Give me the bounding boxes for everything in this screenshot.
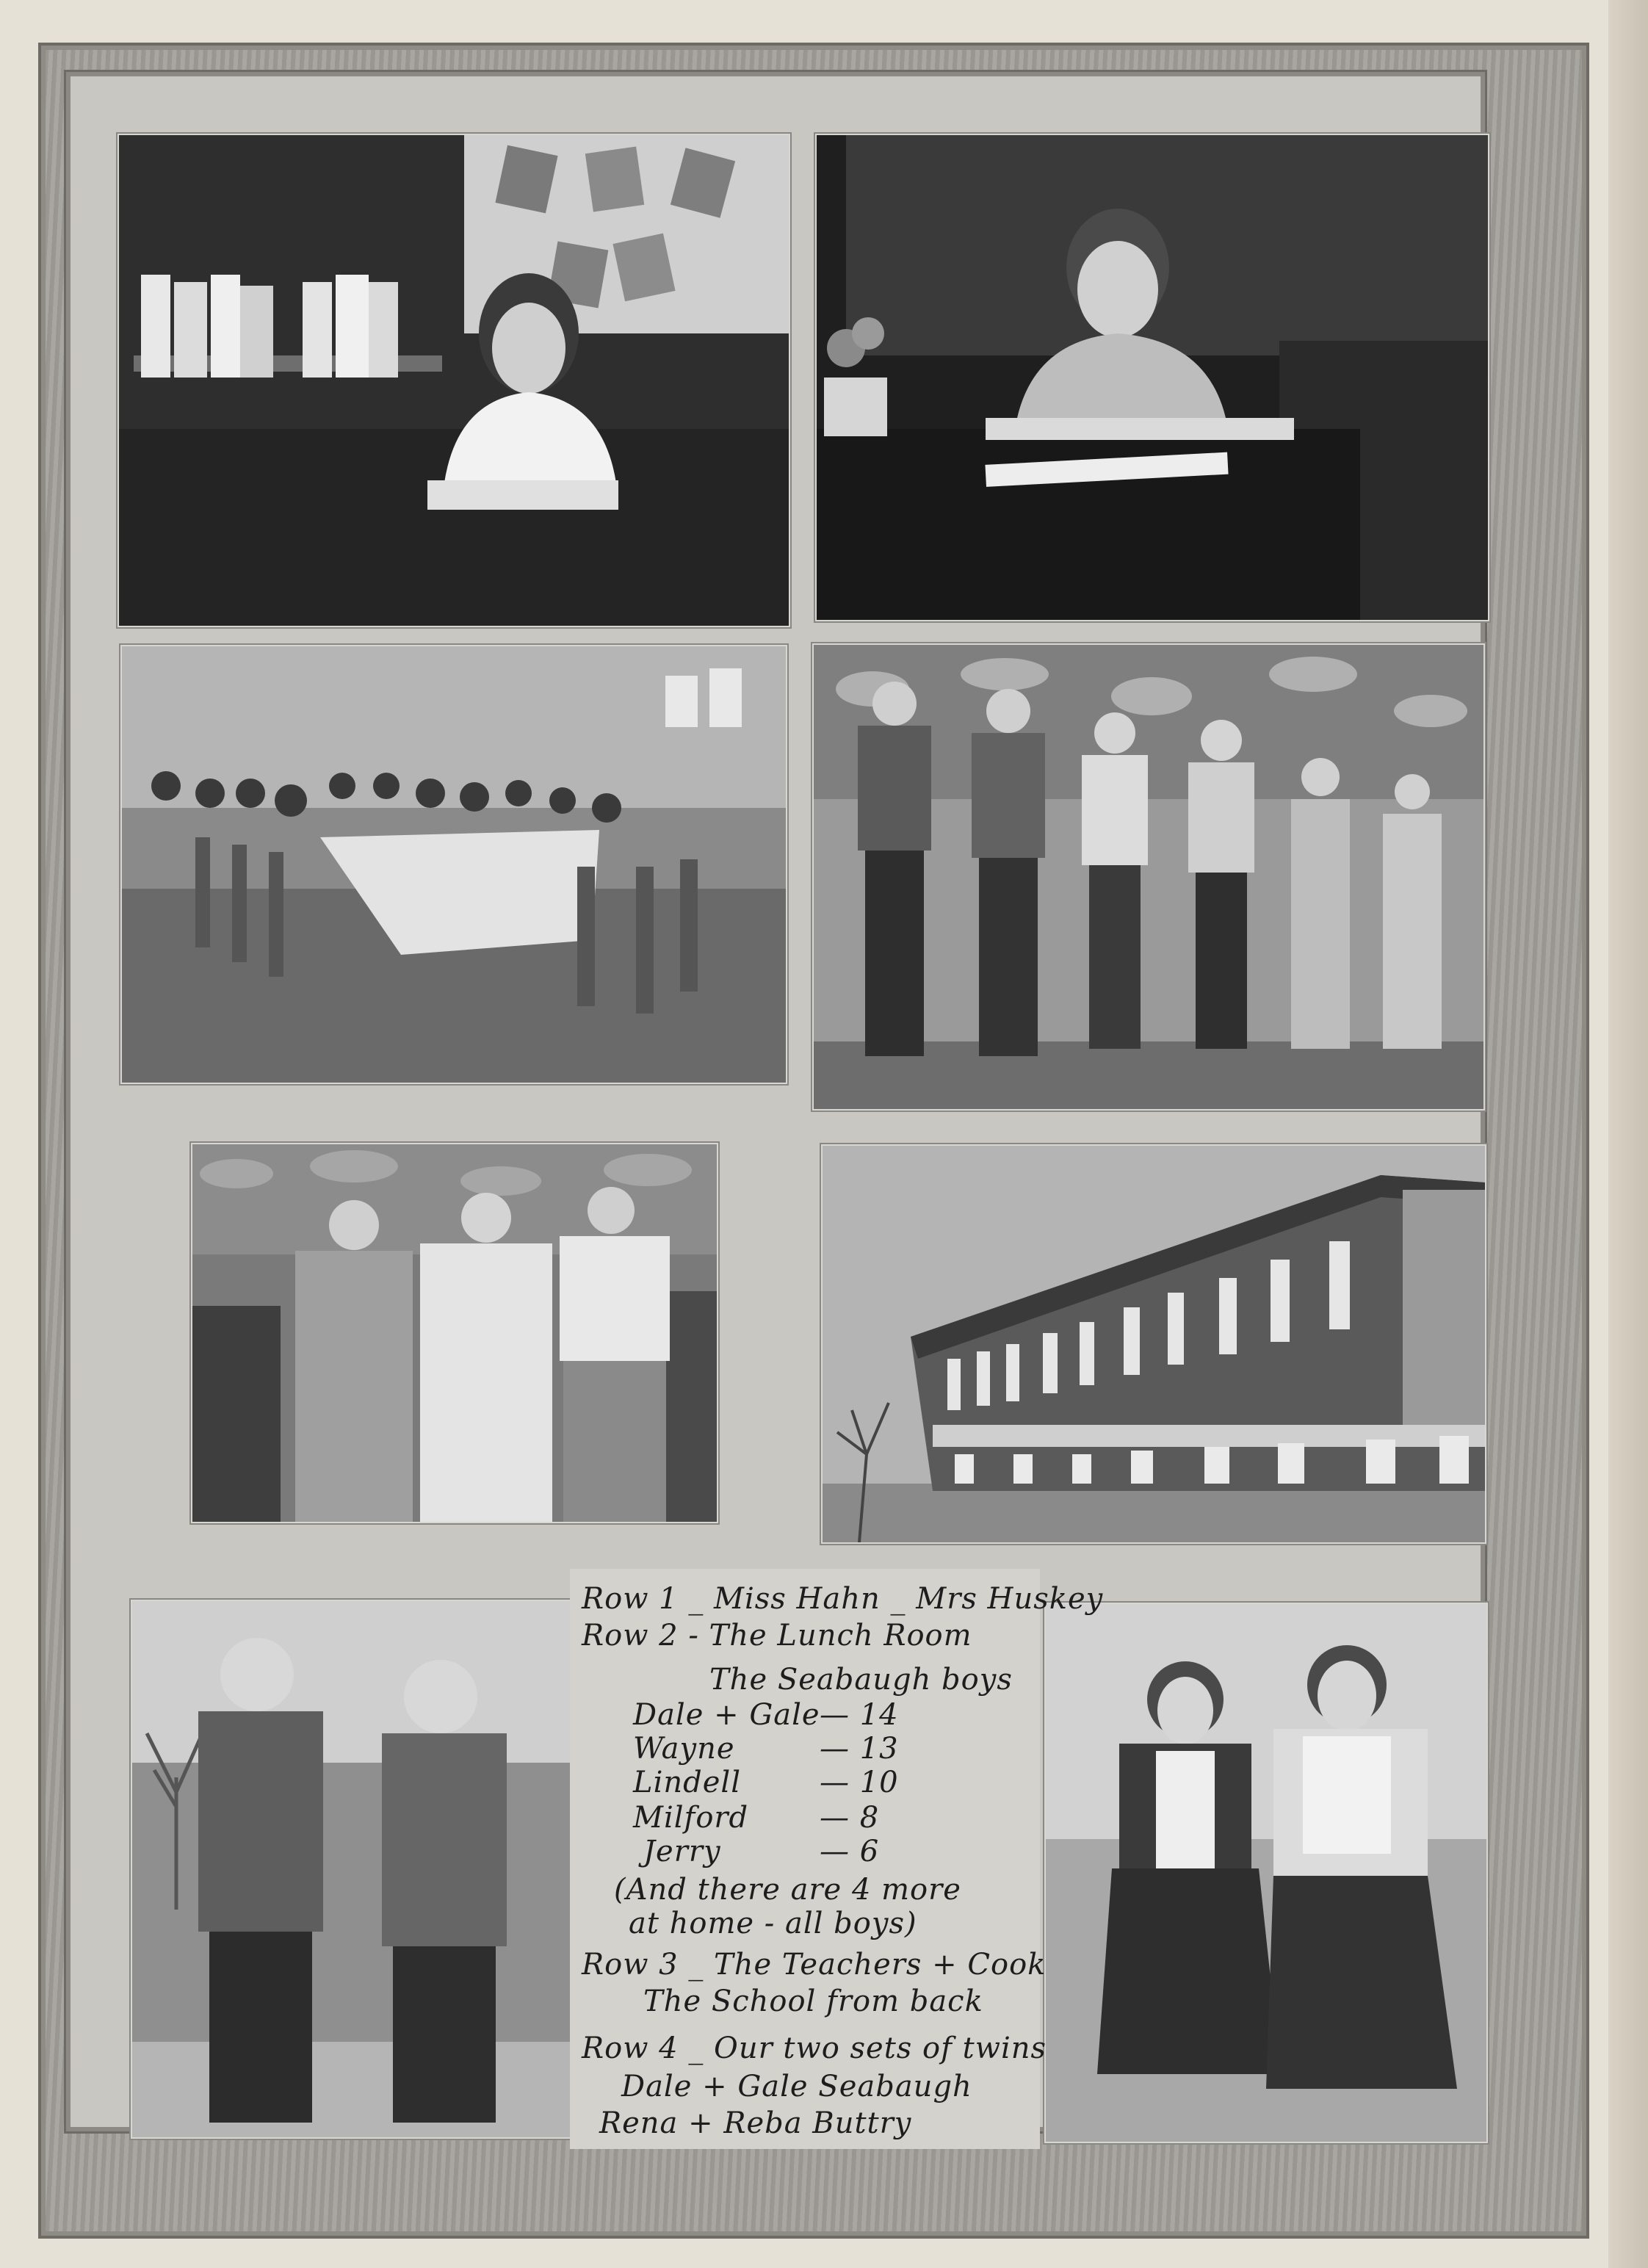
photo-miss-hahn [119, 135, 789, 626]
photo-lunch-room [122, 646, 786, 1083]
caption-note-line2: at home - all boys) [629, 1907, 917, 1940]
boy-entry-names: Jerry [643, 1835, 721, 1868]
caption-twins-seabaugh: Dale + Gale Seabaugh [621, 2070, 972, 2103]
boy-entry-age: — 6 [820, 1835, 880, 1868]
photo-mrs-huskey [817, 135, 1488, 620]
boy-entry-names: Dale + Gale [633, 1698, 820, 1732]
caption-row3: Row 3 _ The Teachers + Cook [582, 1948, 1047, 1982]
caption-row1: Row 1 _ Miss Hahn _ Mrs Huskey [582, 1582, 1104, 1616]
boy-entry-names: Lindell [633, 1766, 741, 1799]
caption-twins-buttry: Rena + Reba Buttry [599, 2106, 912, 2140]
photo-twins-buttry [1046, 1604, 1486, 2142]
caption-card [570, 1569, 1104, 2149]
boy-entry-names: Wayne [633, 1732, 735, 1766]
caption-row4: Row 4 _ Our two sets of twins [582, 2032, 1047, 2065]
boy-entry-age: — 10 [820, 1766, 899, 1799]
caption-row2: Row 2 - The Lunch Room [582, 1619, 972, 1653]
caption-note-line1: (And there are 4 more [614, 1873, 961, 1907]
caption-row3-sub: The School from back [643, 1984, 983, 2018]
photo-seabaugh-boys [814, 645, 1483, 1109]
caption-boys-title: The Seabaugh boys [709, 1663, 1013, 1697]
boy-entry-names: Milford [633, 1801, 749, 1835]
boy-entry-age: — 8 [820, 1801, 880, 1835]
photo-school-back [823, 1146, 1485, 1542]
photo-twins-seabaugh [132, 1601, 574, 2137]
boy-entry-age: — 13 [820, 1732, 899, 1766]
page-edge [1608, 0, 1648, 2268]
boy-entry-age: — 14 [820, 1698, 899, 1732]
photo-teachers-cook [192, 1144, 717, 1522]
